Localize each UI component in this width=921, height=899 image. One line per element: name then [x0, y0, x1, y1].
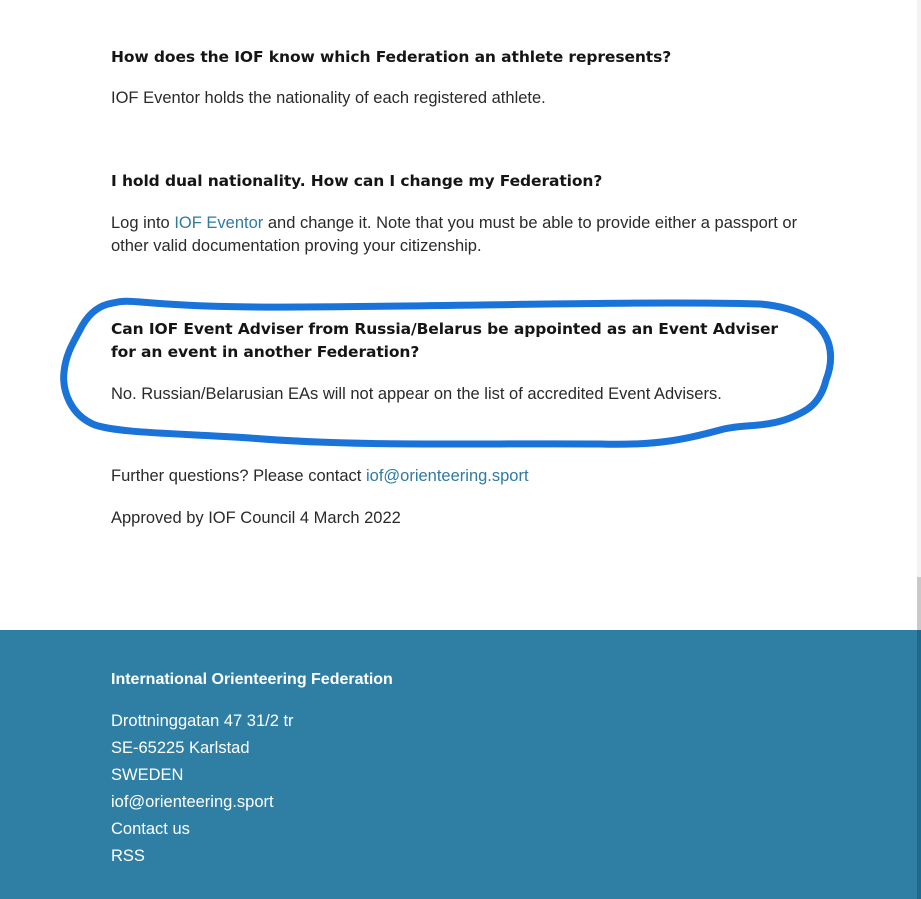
footer-address-street: Drottninggatan 47 31/2 tr [111, 712, 294, 730]
scrollbar-thumb[interactable] [917, 577, 921, 630]
answer-text-prefix: Log into [111, 214, 175, 232]
footer-org-name: International Orienteering Federation [111, 671, 393, 688]
faq-question-federation-representation: How does the IOF know which Federation an athlete represents? [111, 48, 672, 66]
scrollbar-track[interactable] [917, 0, 921, 630]
faq-answer-federation-representation: IOF Eventor holds the nationality of each registered athlete. [111, 89, 546, 107]
contact-email-link[interactable]: iof@orienteering.sport [365, 467, 529, 485]
footer-address-city: SE-65225 Karlstad [111, 739, 250, 757]
footer-address-country: SWEDEN [111, 766, 184, 784]
footer-scrollbar-edge [917, 630, 921, 899]
faq-answer-dual-nationality [111, 212, 811, 258]
faq-question-event-adviser: Can IOF Event Adviser from Russia/Belarus be appointed as an Event Adviser for an event in another Federation? [111, 320, 778, 361]
contact-prefix: Further questions? Please contact [111, 467, 366, 485]
footer-contact-list [111, 708, 294, 870]
faq-question-dual-nationality: I hold dual nationality. How can I change my Federation? [111, 172, 603, 190]
footer-contact-us-link[interactable]: Contact us [111, 820, 190, 838]
footer-rss-link[interactable]: RSS [111, 847, 145, 865]
footer-email-link[interactable]: iof@orienteering.sport [111, 793, 274, 811]
approval-note: Approved by IOF Council 4 March 2022 [111, 509, 401, 527]
further-questions [111, 465, 811, 488]
site-footer [0, 630, 917, 899]
faq-answer-event-adviser: No. Russian/Belarusian EAs will not appear on the list of accredited Event Advisers. [111, 385, 722, 403]
iof-eventor-link[interactable]: IOF Eventor [174, 214, 264, 232]
answer-text-suffix: and change it. Note that you must be able to provide either a passport or other valid documentation proving your citizenship. [111, 214, 798, 255]
